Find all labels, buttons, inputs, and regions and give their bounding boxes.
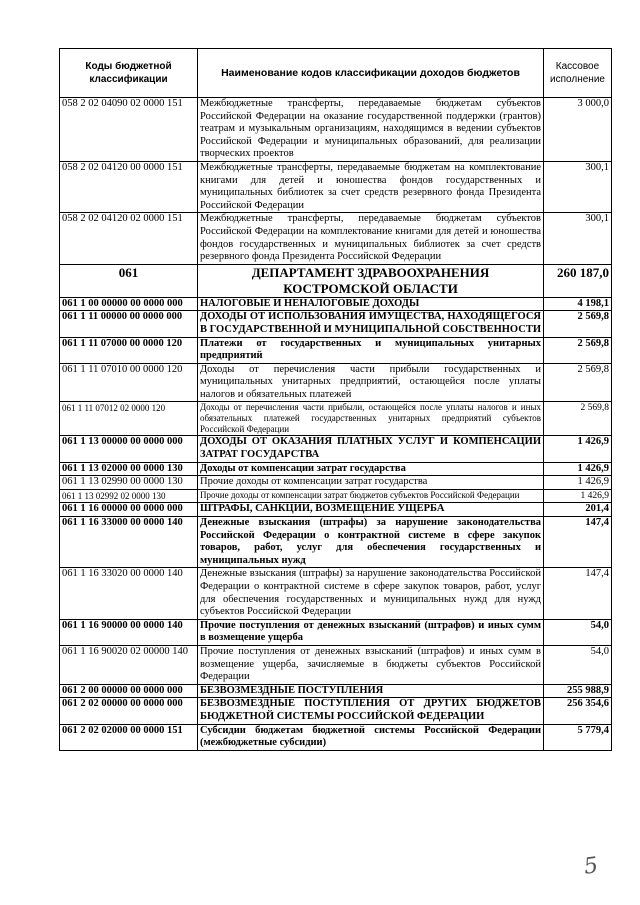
table-row bbox=[60, 436, 612, 462]
row-description: ДЕПАРТАМЕНТ ЗДРАВООХРАНЕНИЯ КОСТРОМСКОЙ ОБЛАСТИ bbox=[198, 264, 544, 297]
column-header-amount: Кассовое исполнение bbox=[544, 49, 612, 98]
row-code: 061 bbox=[60, 264, 198, 297]
row-description: Субсидии бюджетам бюджетной системы Российской Федерации (межбюджетные субсидии) bbox=[198, 724, 544, 750]
row-description: ДОХОДЫ ОТ ОКАЗАНИЯ ПЛАТНЫХ УСЛУГ И КОМПЕНСАЦИИ ЗАТРАТ ГОСУДАРСТВА bbox=[198, 436, 544, 462]
table-row bbox=[60, 213, 612, 264]
row-amount: 2 569,8 bbox=[544, 337, 612, 363]
table-row bbox=[60, 645, 612, 684]
row-amount: 1 426,9 bbox=[544, 436, 612, 462]
row-amount: 201,4 bbox=[544, 503, 612, 517]
row-description: Прочие поступления от денежных взысканий (штрафов) и иных сумм в возмещение ущерба bbox=[198, 619, 544, 645]
row-code: 058 2 02 04090 02 0000 151 bbox=[60, 98, 198, 162]
row-code: 058 2 02 04120 02 0000 151 bbox=[60, 213, 198, 264]
table-row bbox=[60, 98, 612, 162]
table-row bbox=[60, 698, 612, 724]
row-description: ШТРАФЫ, САНКЦИИ, ВОЗМЕЩЕНИЕ УЩЕРБА bbox=[198, 503, 544, 517]
table-row bbox=[60, 489, 612, 503]
row-description: НАЛОГОВЫЕ И НЕНАЛОГОВЫЕ ДОХОДЫ bbox=[198, 297, 544, 311]
table-row bbox=[60, 311, 612, 337]
row-description: Доходы от перечисления части прибыли, остающейся после уплаты налогов и иных обязательных платежей государственных унитарных предприятий субъектов Российской Федерации bbox=[198, 402, 544, 436]
row-description: БЕЗВОЗМЕЗДНЫЕ ПОСТУПЛЕНИЯ ОТ ДРУГИХ БЮДЖЕТОВ БЮДЖЕТНОЙ СИСТЕМЫ РОССИЙСКОЙ ФЕДЕРАЦИИ bbox=[198, 698, 544, 724]
row-amount: 255 988,9 bbox=[544, 684, 612, 698]
row-description: Денежные взыскания (штрафы) за нарушение законодательства Российской Федерации о контрактной системе в сфере закупок товаров, работ, услуг для обеспечения государственных и муниципальных нужд для нужд субъектов Российской Федерации bbox=[198, 568, 544, 619]
table-row bbox=[60, 568, 612, 619]
row-description: Межбюджетные трансферты, передаваемые бюджетам субъектов Российской Федерации на оказание государственной поддержки (грантов) театрам и музыкальным организациям, находящимся в ведении субъектов Российской Федерации и муниципальных образований, для реализации творческих проектов bbox=[198, 98, 544, 162]
page-number-handwritten: 5 bbox=[582, 853, 600, 880]
row-code: 061 1 13 02000 00 0000 130 bbox=[60, 462, 198, 476]
table-row bbox=[60, 503, 612, 517]
row-amount: 260 187,0 bbox=[544, 264, 612, 297]
row-code: 061 1 11 07000 00 0000 120 bbox=[60, 337, 198, 363]
row-amount: 2 569,8 bbox=[544, 402, 612, 436]
revenue-table bbox=[59, 48, 612, 751]
column-header-name: Наименование кодов классификации доходов бюджетов bbox=[198, 49, 544, 98]
row-code: 058 2 02 04120 00 0000 151 bbox=[60, 161, 198, 212]
row-description: Межбюджетные трансферты, передаваемые бюджетам на комплектование книгами для детей и юношества фондов государственных и муниципальных библиотек за счет средств резервного фонда Президента Российской Федерации bbox=[198, 161, 544, 212]
row-description: Прочие доходы от компенсации затрат бюджетов субъектов Российской Федерации bbox=[198, 489, 544, 503]
row-code: 061 1 13 02992 02 0000 130 bbox=[60, 489, 198, 503]
table-row bbox=[60, 462, 612, 476]
row-description: Прочие поступления от денежных взысканий (штрафов) и иных сумм в возмещение ущерба, зачисляемые в бюджеты субъектов Российской Федерации bbox=[198, 645, 544, 684]
row-code: 061 1 11 07010 00 0000 120 bbox=[60, 363, 198, 402]
column-header-code: Коды бюджетной классификации bbox=[60, 49, 198, 98]
row-code: 061 2 00 00000 00 0000 000 bbox=[60, 684, 198, 698]
table-row bbox=[60, 264, 612, 297]
row-amount: 256 354,6 bbox=[544, 698, 612, 724]
row-description: ДОХОДЫ ОТ ИСПОЛЬЗОВАНИЯ ИМУЩЕСТВА, НАХОДЯЩЕГОСЯ В ГОСУДАРСТВЕННОЙ И МУНИЦИПАЛЬНОЙ СОБСТВЕННОСТИ bbox=[198, 311, 544, 337]
row-description: Межбюджетные трансферты, передаваемые бюджетам субъектов Российской Федерации на комплектование книгами для детей и юношества фондов государственных и муниципальных библиотек за счет средств резервного фонда Президента Российской Федерации bbox=[198, 213, 544, 264]
row-amount: 147,4 bbox=[544, 517, 612, 568]
row-code: 061 1 11 00000 00 0000 000 bbox=[60, 311, 198, 337]
row-description: Денежные взыскания (штрафы) за нарушение законодательства Российской Федерации о контрактной системе в сфере закупок товаров, работ, услуг для обеспечения государственных и муниципальных нужд bbox=[198, 517, 544, 568]
row-code: 061 2 02 02000 00 0000 151 bbox=[60, 724, 198, 750]
row-amount: 54,0 bbox=[544, 619, 612, 645]
row-code: 061 1 16 90000 00 0000 140 bbox=[60, 619, 198, 645]
row-description: Доходы от компенсации затрат государства bbox=[198, 462, 544, 476]
row-description: Прочие доходы от компенсации затрат государства bbox=[198, 476, 544, 490]
row-amount: 5 779,4 bbox=[544, 724, 612, 750]
row-code: 061 1 13 02990 00 0000 130 bbox=[60, 476, 198, 490]
row-amount: 2 569,8 bbox=[544, 363, 612, 402]
row-amount: 4 198,1 bbox=[544, 297, 612, 311]
row-amount: 54,0 bbox=[544, 645, 612, 684]
document-page bbox=[59, 48, 611, 751]
row-amount: 1 426,9 bbox=[544, 489, 612, 503]
table-row bbox=[60, 297, 612, 311]
row-amount: 3 000,0 bbox=[544, 98, 612, 162]
table-header-row bbox=[60, 49, 612, 98]
table-body bbox=[60, 98, 612, 751]
row-amount: 300,1 bbox=[544, 213, 612, 264]
table-row bbox=[60, 161, 612, 212]
table-row bbox=[60, 337, 612, 363]
table-row bbox=[60, 363, 612, 402]
row-code: 061 1 00 00000 00 0000 000 bbox=[60, 297, 198, 311]
row-code: 061 2 02 00000 00 0000 000 bbox=[60, 698, 198, 724]
table-row bbox=[60, 517, 612, 568]
row-amount: 300,1 bbox=[544, 161, 612, 212]
row-amount: 2 569,8 bbox=[544, 311, 612, 337]
row-code: 061 1 16 00000 00 0000 000 bbox=[60, 503, 198, 517]
table-row bbox=[60, 402, 612, 436]
row-code: 061 1 16 90020 02 00000 140 bbox=[60, 645, 198, 684]
row-amount: 1 426,9 bbox=[544, 462, 612, 476]
table-row bbox=[60, 476, 612, 490]
row-code: 061 1 16 33000 00 0000 140 bbox=[60, 517, 198, 568]
row-description: Доходы от перечисления части прибыли государственных и муниципальных унитарных предприятий, остающейся после уплаты налогов и обязательных платежей bbox=[198, 363, 544, 402]
row-description: Платежи от государственных и муниципальных унитарных предприятий bbox=[198, 337, 544, 363]
row-amount: 1 426,9 bbox=[544, 476, 612, 490]
row-amount: 147,4 bbox=[544, 568, 612, 619]
row-code: 061 1 13 00000 00 0000 000 bbox=[60, 436, 198, 462]
row-code: 061 1 16 33020 00 0000 140 bbox=[60, 568, 198, 619]
row-code: 061 1 11 07012 02 0000 120 bbox=[60, 402, 198, 436]
table-row bbox=[60, 619, 612, 645]
table-row bbox=[60, 724, 612, 750]
table-row bbox=[60, 684, 612, 698]
row-description: БЕЗВОЗМЕЗДНЫЕ ПОСТУПЛЕНИЯ bbox=[198, 684, 544, 698]
